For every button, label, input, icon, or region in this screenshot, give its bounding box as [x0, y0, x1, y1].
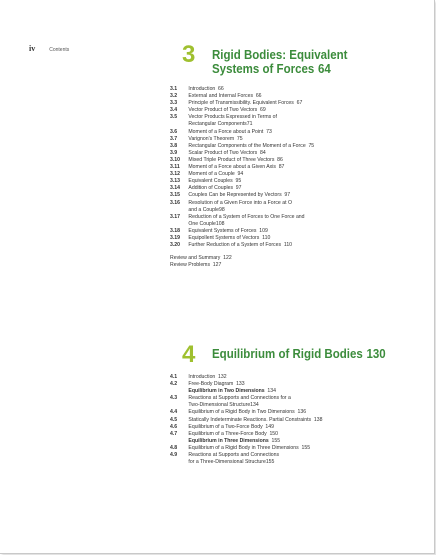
- toc-entry: [170, 164, 409, 171]
- section-title: Reduction of a System of Forces to One Force and: [188, 213, 305, 220]
- toc-entry: [170, 93, 409, 100]
- section-page: 134: [267, 388, 277, 395]
- section-number: 3.3: [170, 100, 178, 107]
- toc-entry: [170, 417, 409, 424]
- section-title: Vector Products Expressed in Terms of: [188, 114, 277, 121]
- section-page: 86: [277, 156, 283, 163]
- toc-entry: [170, 185, 409, 192]
- toc-entry: [170, 100, 409, 107]
- section-number: 3.1: [170, 86, 178, 92]
- toc-entry: [170, 381, 409, 388]
- chapter-4: [170, 341, 430, 466]
- toc-entry: [170, 129, 409, 136]
- section-page: 69: [260, 107, 266, 114]
- section-title: Equilibrium in Two Dimensions: [188, 388, 265, 395]
- section-title: Equilibrium in Three Dimensions: [188, 437, 269, 444]
- page-number: iv: [29, 44, 36, 53]
- section-title-continued: for a Three-Dimensional Structure: [188, 459, 266, 466]
- section-number: 3.10: [170, 156, 181, 163]
- toc-entry: [170, 136, 409, 143]
- section-title: Varignon's Theorem: [188, 135, 235, 142]
- toc-entry-continuation: [170, 402, 409, 409]
- toc-entry: [170, 192, 409, 199]
- section-number: 3.11: [170, 164, 180, 171]
- toc-entry: [170, 445, 409, 452]
- review-page: 127: [212, 262, 222, 269]
- section-title: External and Internal Forces: [188, 93, 254, 100]
- section-title: Equilibrium of a Two-Force Body: [188, 423, 263, 430]
- section-page: 87: [278, 164, 285, 171]
- section-number: [170, 438, 188, 445]
- section-title: Vector Product of Two Vectors: [188, 107, 258, 114]
- section-title: Equivalent Couples: [188, 178, 233, 185]
- toc-entry: [170, 235, 409, 242]
- section-number: 4.6: [170, 423, 178, 430]
- running-head: [29, 44, 69, 53]
- section-number: 3.6: [170, 128, 178, 135]
- section-page: 67: [296, 100, 303, 107]
- toc-entry: [170, 228, 409, 235]
- section-title-continued: and a Couple: [188, 206, 220, 213]
- section-title: Equivalent Systems of Forces: [188, 227, 257, 234]
- section-title: Equipollent Systems of Vectors: [188, 234, 260, 241]
- section-number: 3.5: [170, 114, 178, 121]
- toc-entry: [170, 200, 409, 207]
- section-title: Scalar Product of Two Vectors: [188, 149, 258, 156]
- section-title: Reactions at Supports and Connections: [188, 452, 280, 459]
- section-number: 3.2: [170, 93, 178, 100]
- section-page: 73: [266, 128, 272, 135]
- toc-entry: [170, 114, 409, 121]
- section-title: Moment of a Force about a Point: [188, 128, 264, 135]
- section-page: 66: [218, 86, 224, 92]
- section-title: Further Reduction of a System of Forces: [188, 242, 282, 249]
- section-number: 4.3: [170, 395, 178, 402]
- section-page: 97: [235, 185, 242, 192]
- toc-entry: [170, 409, 409, 416]
- section-page: 71: [246, 121, 253, 128]
- section-title: Mixed Triple Product of Three Vectors: [188, 156, 275, 163]
- chapter-title-line-1: Equilibrium of Rigid Bodies: [212, 347, 363, 361]
- section-page: 108: [215, 220, 225, 227]
- toc-entry-continuation: [170, 459, 409, 466]
- section-title: Addition of Couples: [188, 185, 234, 192]
- chapter-page: 64: [317, 62, 331, 76]
- chapter-page: 130: [366, 347, 386, 361]
- review-entry: [170, 255, 409, 262]
- review-title: Review and Summary: [170, 255, 221, 262]
- section-title-continued: Two-Dimensional Structure: [188, 402, 251, 409]
- section-page: 110: [283, 242, 293, 249]
- toc-entry: [170, 214, 409, 221]
- section-number: 3.18: [170, 227, 181, 234]
- section-page: 155: [301, 444, 311, 451]
- section-number: 4.4: [170, 409, 178, 416]
- toc-entry: [170, 150, 409, 157]
- review-entry: [170, 262, 409, 269]
- section-title-continued: Rectangular Components: [188, 121, 247, 128]
- review-list: [170, 255, 430, 269]
- section-number: 3.14: [170, 185, 181, 192]
- section-number: 3.17: [170, 213, 181, 220]
- section-page: 132: [218, 374, 227, 380]
- section-page: 110: [262, 234, 271, 241]
- toc-entry: [170, 452, 409, 459]
- section-number: 3.20: [170, 242, 181, 249]
- section-title: Moment of a Couple: [188, 171, 235, 178]
- section-page: 109: [259, 227, 268, 234]
- section-number: 3.8: [170, 142, 178, 149]
- section-number: 3.7: [170, 135, 178, 142]
- toc-entry: [170, 171, 409, 178]
- toc-entry-continuation: [170, 221, 409, 228]
- section-number: 3.19: [170, 234, 181, 241]
- section-title: Resolution of a Given Force into a Force at O: [188, 199, 292, 206]
- section-page: 136: [297, 409, 307, 416]
- chapter-title-line-1: Rigid Bodies: Equivalent: [212, 48, 348, 62]
- section-number: 3.13: [170, 178, 181, 185]
- section-number: 4.1: [170, 374, 178, 380]
- section-page: 155: [265, 459, 275, 466]
- toc-subheading: [170, 388, 409, 395]
- toc-list: [170, 86, 430, 249]
- toc-entry: [170, 374, 409, 381]
- section-number: 3.9: [170, 149, 178, 156]
- section-title: Moment of a Force about a Given Axis: [188, 164, 276, 171]
- toc-entry: [170, 86, 409, 93]
- section-page: 75: [308, 142, 315, 149]
- toc-subheading: [170, 438, 409, 445]
- section-title: Equilibrium of a Rigid Body in Three Dimensions: [188, 444, 299, 451]
- section-title: Couples Can be Represented by Vectors: [188, 192, 282, 199]
- section-title-continued: One Couple: [188, 220, 216, 227]
- section-number: 3.12: [170, 171, 181, 178]
- toc-entry: [170, 424, 409, 431]
- section-page: 150: [269, 430, 279, 437]
- section-title: Introduction: [188, 374, 216, 380]
- section-title: Rectangular Components of the Moment of a Force: [188, 142, 306, 149]
- section-title: Reactions at Supports and Connections for a: [188, 395, 291, 402]
- section-number: 4.8: [170, 444, 178, 451]
- chapter-title: [212, 344, 386, 361]
- section-number: 3.4: [170, 107, 178, 114]
- chapter-title-line-2: Systems of Forces: [212, 62, 315, 76]
- review-page: 122: [223, 255, 232, 262]
- section-page: 97: [284, 192, 291, 199]
- section-number: 3.16: [170, 199, 181, 206]
- toc-entry: [170, 143, 409, 150]
- toc-list: [170, 374, 430, 466]
- section-page: 149: [265, 423, 275, 430]
- section-page: 75: [236, 135, 243, 142]
- section-title: Introduction: [188, 86, 216, 92]
- section-number: [170, 388, 188, 395]
- section-page: 134: [250, 402, 259, 409]
- toc-entry: [170, 157, 409, 164]
- section-page: 155: [271, 437, 281, 444]
- section-page: 95: [235, 178, 242, 185]
- chapter-3: [170, 41, 430, 269]
- toc-entry: [170, 107, 409, 114]
- toc-entry-continuation: [170, 207, 409, 214]
- section-page: 98: [219, 206, 225, 213]
- chapter-number: 4: [182, 341, 196, 368]
- section-title: Principle of Transmissibility. Equivalent Forces: [188, 100, 294, 107]
- section-title: Free-Body Diagram: [188, 381, 234, 388]
- toc-entry-continuation: [170, 121, 409, 128]
- section-number: 4.7: [170, 430, 178, 437]
- toc-entry: [170, 242, 409, 249]
- section-title: Equilibrium of a Three-Force Body: [188, 430, 267, 437]
- section-page: 138: [313, 416, 323, 423]
- section-number: 3.15: [170, 192, 181, 199]
- section-page: 66: [255, 93, 262, 100]
- section-page: 94: [237, 171, 244, 178]
- chapter-number: 3: [182, 41, 196, 68]
- section-number: 4.9: [170, 452, 178, 459]
- review-title: Review Problems: [170, 262, 211, 269]
- section-number: 4.2: [170, 381, 178, 388]
- toc-entry: [170, 431, 409, 438]
- section-page: 84: [260, 149, 266, 156]
- section-title: Statically Indeterminate Reactions. Partial Constraints: [188, 416, 312, 423]
- toc-entry: [170, 178, 409, 185]
- running-title: Contents: [49, 47, 70, 53]
- section-page: 133: [236, 381, 245, 388]
- section-number: 4.5: [170, 416, 178, 423]
- chapter-title: [212, 44, 347, 76]
- toc-entry: [170, 395, 409, 402]
- section-title: Equilibrium of a Rigid Body in Two Dimensions: [188, 409, 295, 416]
